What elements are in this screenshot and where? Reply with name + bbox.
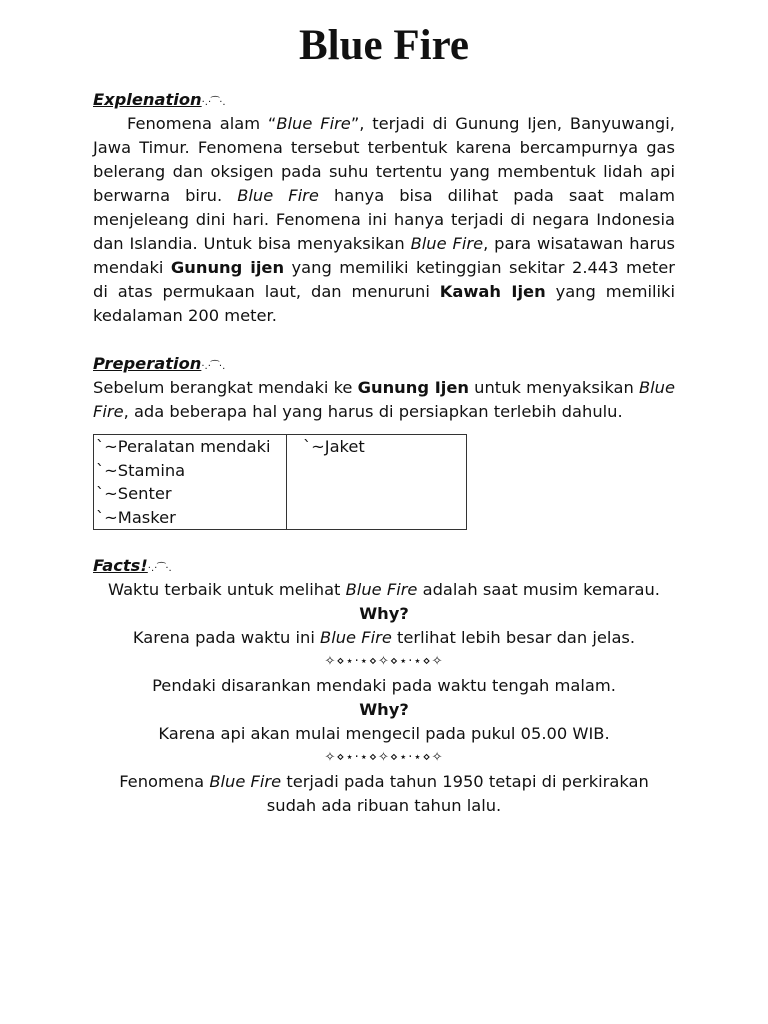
list-item: `~Stamina	[96, 460, 186, 480]
preparation-text-italic: Blue Fire	[93, 378, 675, 421]
answer-text: Karena pada waktu ini	[132, 628, 321, 647]
explanation-text-italic: Blue Fire	[237, 186, 319, 205]
explanation-text: yang memiliki kedalaman 200 meter.	[93, 282, 675, 325]
star-separator-icon: ✧⋄⋆·⋆⋄✧⋄⋆·⋆⋄✧	[324, 750, 444, 765]
explanation-text-bold: Kawah Ijen	[439, 282, 546, 301]
explanation-text-italic: Blue Fire	[410, 234, 484, 253]
explanation-text: Fenomena alam “	[127, 114, 277, 133]
explanation-text: hanya bisa dilihat pada saat malam menjeleang dini hari. Fenomena ini hanya terjadi di negara Indonesia dan Islandia. Untuk bisa menyaksikan	[93, 186, 675, 253]
facts-heading	[93, 554, 675, 578]
preparation-text-bold: Gunung Ijen	[357, 378, 469, 397]
fact-1	[93, 578, 675, 602]
equipment-column-right	[287, 435, 467, 530]
fact-text: Waktu terbaik untuk melihat	[108, 580, 346, 599]
list-item: `~Jaket	[303, 437, 365, 456]
fact-text: terjadi pada tahun 1950 tetapi di perkirakan sudah ada ribuan tahun lalu.	[266, 772, 649, 815]
explanation-heading-text: Explenation	[93, 90, 202, 109]
equipment-table	[93, 434, 467, 530]
preparation-text: , ada beberapa hal yang harus di persiapkan terlebih dahulu.	[123, 402, 623, 421]
why-label: Why?	[359, 700, 409, 719]
star-separator-icon: ✧⋄⋆·⋆⋄✧⋄⋆·⋆⋄✧	[324, 654, 444, 669]
heading-decoration-icon: ·.·⁀·.	[201, 361, 226, 372]
explanation-paragraph	[93, 112, 675, 328]
spacer	[93, 530, 675, 554]
preparation-heading-text: Preperation	[93, 354, 202, 373]
facts-heading-text: Facts!	[93, 556, 148, 575]
fact-text-italic: Blue Fire	[345, 580, 418, 599]
explanation-text: yang memiliki ketinggian sekitar 2.443 meter di atas permukaan laut, dan menuruni	[93, 258, 675, 301]
explanation-text-italic: Blue Fire	[276, 114, 351, 133]
fact-text-italic: Blue Fire	[209, 772, 282, 791]
fact-text: adalah saat musim kemarau.	[417, 580, 660, 599]
answer-1	[93, 626, 675, 650]
fact-2: Pendaki disarankan mendaki pada waktu tengah malam.	[152, 676, 616, 695]
explanation-text: , para wisatawan harus mendaki	[93, 234, 676, 277]
list-item: `~Masker	[96, 507, 176, 527]
heading-decoration-icon: ·.·⁀·.	[147, 563, 172, 574]
answer-text: terlihat lebih besar dan jelas.	[391, 628, 636, 647]
preparation-text: Sebelum berangkat mendaki ke	[93, 378, 358, 397]
list-item: `~Senter	[96, 484, 172, 503]
answer-2: Karena api akan mulai mengecil pada pukul 05.00 WIB.	[158, 724, 610, 743]
explanation-text: ”, terjadi di Gunung Ijen, Banyuwangi, Jawa Timur. Fenomena tersebut terbentuk karena bercampurnya gas belerang dan oksigen pada suhu tertentu yang membentuk lidah api berwarna biru.	[93, 114, 675, 205]
document-body	[93, 88, 675, 818]
preparation-text: untuk menyaksikan	[468, 378, 639, 397]
table-row	[94, 435, 467, 530]
explanation-heading	[93, 88, 675, 112]
heading-decoration-icon: ·.·⁀·.	[201, 97, 226, 108]
spacer	[93, 328, 675, 352]
answer-text-italic: Blue Fire	[320, 628, 392, 647]
fact-3	[93, 770, 675, 818]
preparation-heading	[93, 352, 675, 376]
why-label: Why?	[359, 604, 409, 623]
fact-text: Fenomena	[119, 772, 210, 791]
list-item: `~Peralatan mendaki	[96, 437, 271, 456]
preparation-paragraph	[93, 376, 675, 424]
page-title: Blue Fire	[299, 22, 469, 69]
explanation-text-bold: Gunung ijen	[170, 258, 285, 277]
equipment-column-left	[94, 435, 287, 530]
